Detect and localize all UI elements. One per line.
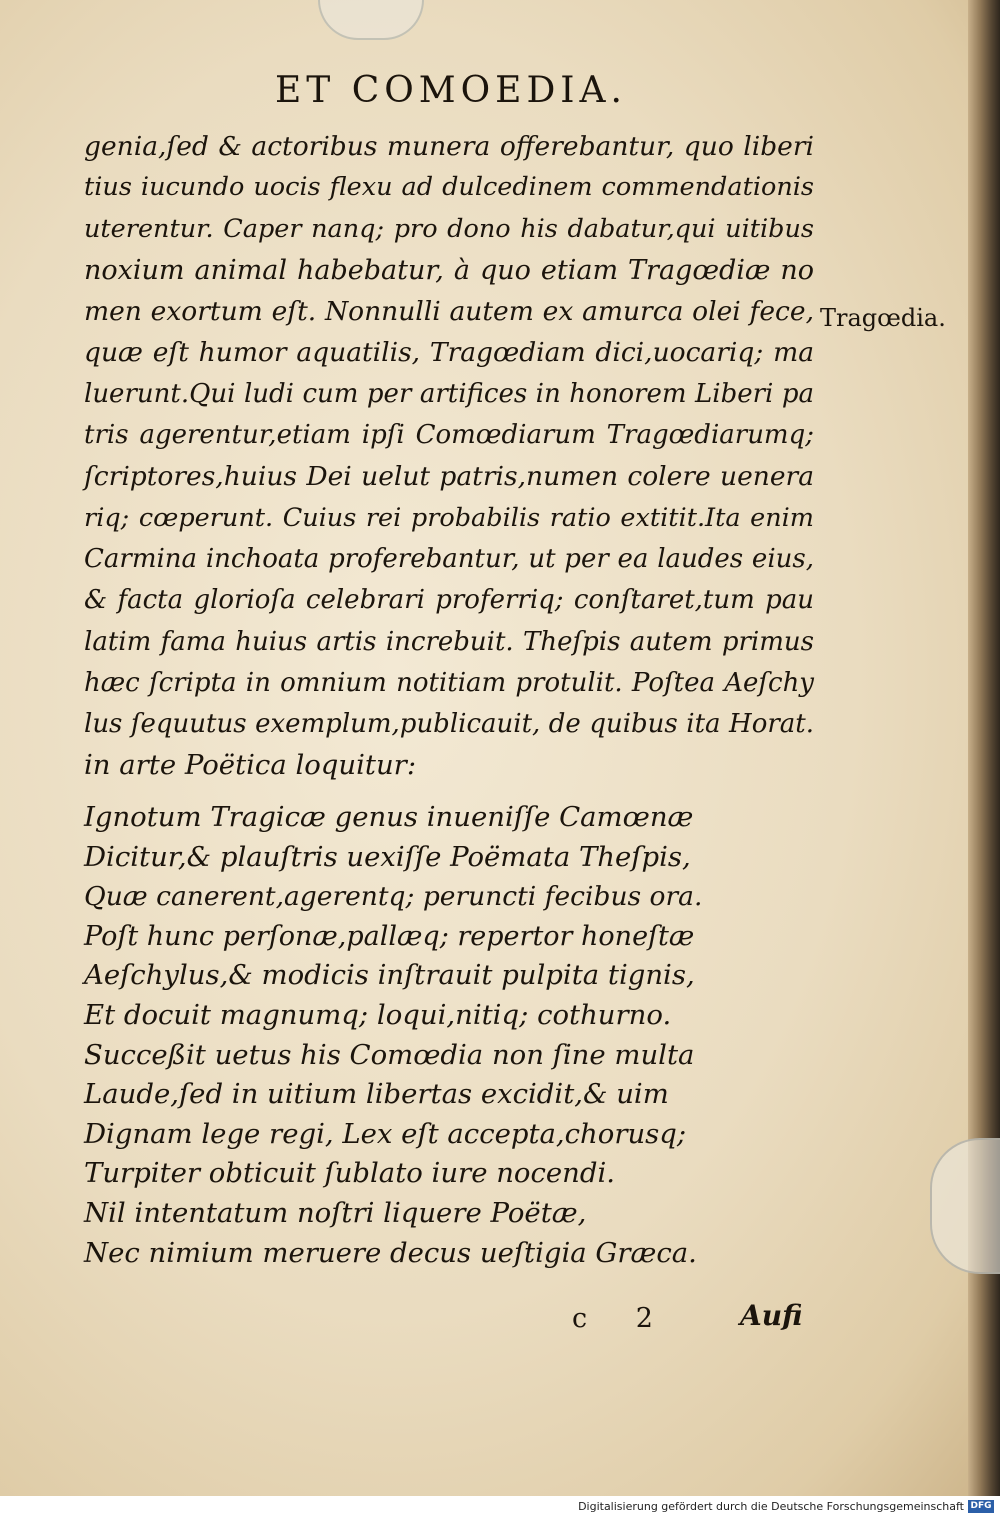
- verse-line: Quæ canerent,agerentq; peruncti fecibus ora.: [84, 881, 703, 913]
- marginal-note: Tragœdia.: [820, 304, 946, 332]
- text-line: genia,ſed & actoribus munera offerebantur, quo liberi: [84, 131, 814, 162]
- text-line: luerunt.Qui ludi cum per artifices in honorem Liberi pa: [84, 378, 814, 409]
- text-line: noxium animal habebatur, à quo etiam Tragœdiæ no: [84, 254, 814, 286]
- text-line: tris agerentur,etiam ipſi Comœdiarum Tragœdiarumq;: [84, 420, 814, 451]
- verse-line: Et docuit magnumq; loqui,nitiq; cothurno.: [84, 998, 672, 1031]
- verse-line: Ignotum Tragicæ genus inueniſſe Camœnæ: [84, 801, 694, 833]
- text-line: hæc ſcripta in omnium notitiam protulit. Poſtea Aeſchy: [84, 667, 814, 698]
- text-line: riq; cœperunt. Cuius rei probabilis ratio extitit.Ita enim: [84, 502, 814, 533]
- verse-line: Dicitur,& plauſtris uexiſſe Poëmata Theſpis,: [84, 840, 691, 873]
- verse-line: Aeſchylus,& modicis inſtrauit pulpita tignis,: [84, 959, 695, 992]
- text-line: quæ eſt humor aquatilis, Tragœdiam dici,uocariq; ma: [84, 337, 814, 369]
- verse-quotation-block: [84, 798, 704, 1273]
- text-line: Carmina inchoata proferebantur, ut per ea laudes eius,: [84, 543, 814, 574]
- text-line: ſcriptores,huius Dei uelut patris,numen colere uenera: [84, 461, 814, 493]
- verse-line: Succeßit uetus his Comœdia non ſine multa: [84, 1038, 695, 1071]
- text-line: & facta glorioſa celebrari proferriq; conſtaret,tum pau: [84, 585, 814, 616]
- text-line: men exortum eſt. Nonnulli autem ex amurca olei fece,: [84, 296, 814, 328]
- text-line: uterentur. Caper nanq; pro dono his dabatur,qui uitibus: [84, 213, 814, 244]
- text-line: in arte Poëtica loquitur:: [84, 749, 417, 782]
- verse-line: Nil intentatum noſtri liquere Poëtæ,: [84, 1196, 587, 1229]
- dfg-logo: DFG: [968, 1500, 994, 1513]
- side-clip: [930, 1138, 1000, 1274]
- text-line: lus ſequutus exemplum,publicauit, de quibus ita Horat.: [84, 709, 814, 740]
- verse-line: Nec nimium meruere decus ueſtigia Græca.: [84, 1236, 697, 1269]
- verse-line: Turpiter obticuit ſublato iure nocendi.: [84, 1157, 616, 1190]
- running-head: ET COMOEDIA.: [275, 70, 627, 111]
- verse-line: Dignam lege regi, Lex eſt accepta,chorusq;: [84, 1117, 687, 1150]
- text-line: tius iucundo uocis flexu ad dulcedinem commendationis: [84, 172, 814, 203]
- signature-mark: c 2: [572, 1303, 673, 1334]
- prose-text-block: [84, 126, 814, 787]
- verse-line: Laude,ſed in uitium libertas excidit,& uim: [84, 1078, 669, 1111]
- catchword: Aufi: [740, 1299, 803, 1332]
- digitization-footer: [0, 1496, 1000, 1518]
- funding-credit: Digitalisierung gefördert durch die Deutsche Forschungsgemeinschaft: [578, 1500, 964, 1513]
- verse-line: Poſt hunc perſonæ,pallæq; repertor honeſtæ: [84, 920, 695, 952]
- text-line: latim fama huius artis increbuit. Theſpis autem primus: [84, 626, 814, 657]
